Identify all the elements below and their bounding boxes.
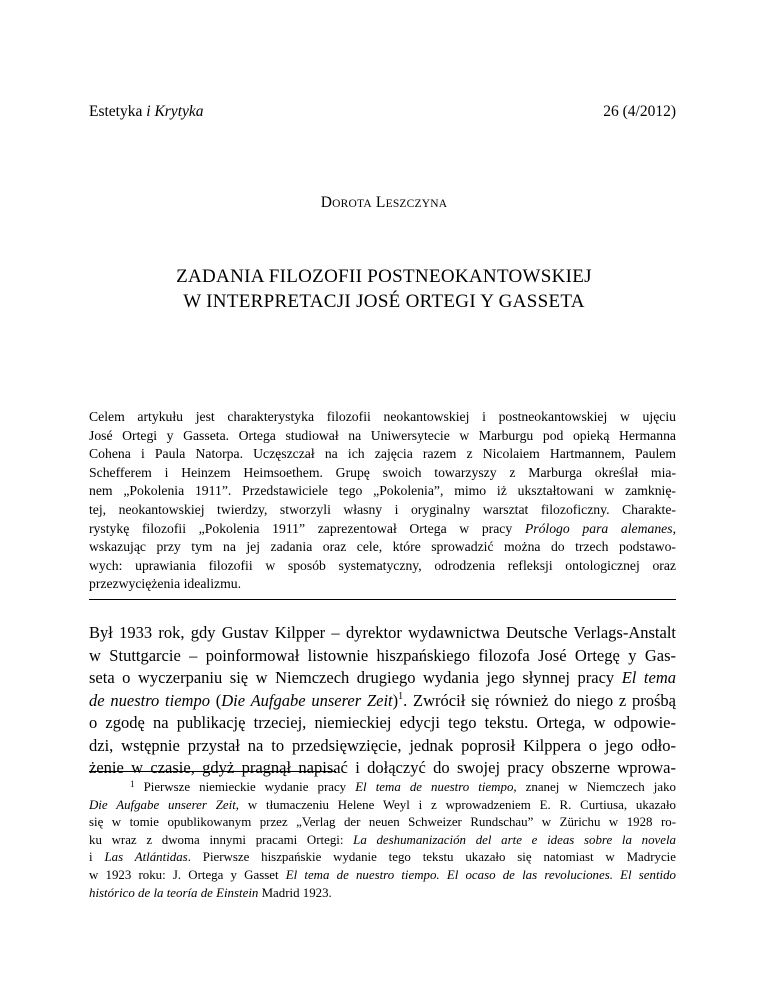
author-name: DOROTA LESZCZYNA — [320, 194, 448, 211]
abstract-line: nem „Pokolenia 1911”. Przedstawiciele tego „Pokolenia”, mimo iż ukształtowani w zamknię- — [89, 483, 676, 499]
abstract-line: Schefferem i Heinzem Heimsoethem. Grupę swoich towarzyszy z Marburga określał mia- — [89, 464, 676, 480]
body-line: seta o wyczerpaniu się w Niemczech drugiego wydania jego słynnej pracy El tema — [89, 668, 676, 687]
footnote-line: w 1923 roku: J. Ortega y Gasset El tema de nuestro tiempo. El ocaso de las revoluciones. El sentido — [89, 867, 676, 882]
body-line: Był 1933 rok, gdy Gustav Kilpper – dyrektor wydawnictwa Deutsche Verlags-Anstalt — [89, 623, 676, 642]
abstract-line: José Ortegi y Gasseta. Ortega studiował na Uniwersytecie w Marburgu pod opieką Hermanna — [89, 427, 676, 443]
footnote-line: i Las Atlántidas. Pierwsze hiszpańskie wydanie tego tekstu ukazało się natomiast w Madrycie — [89, 850, 676, 865]
body-line: żenie w czasie, gdyż pragnął napisać i dołączyć do swojej pracy obszerne wprowa- — [89, 758, 676, 777]
footnote-line: histórico de la teoría de Einstein Madrid 1923. — [89, 885, 332, 900]
abstract-line: rystykę filozofii „Pokolenia 1911” zaprezentował Ortega w pracy Prólogo para alemanes, — [89, 520, 677, 536]
abstract-line: wskazując przy tym na jej zadania oraz cele, które sprowadzić można do trzech podstawo- — [89, 539, 676, 555]
title-line: ZADANIA FILOZOFII POSTNEOKANTOWSKIEJ — [176, 266, 592, 287]
footnote-line: ku wraz z dwoma innymi pracami Ortegi: La deshumanización del arte e ideas sobre la novela — [89, 832, 676, 847]
abstract-line: tej, neokantowskiej twierdzy, stworzyli własny i oryginalny warsztat filozoficzny. Charakte- — [89, 501, 676, 517]
abstract-line: Cohena i Paula Natorpa. Uczęszczał na ich zajęcia razem z Nicolaiem Hartmannem, Paulem — [89, 446, 676, 462]
footnote-line: Die Aufgabe unserer Zeit, w tłumaczeniu Helene Weyl i z wprowadzeniem E. R. Curtiusa, ukazało — [89, 797, 676, 812]
footnote — [89, 779, 676, 902]
title-line: W INTERPRETACJI JOSÉ ORTEGI Y GASSETA — [183, 291, 585, 312]
article-title — [0, 264, 768, 314]
body-line: w Stuttgarcie – poinformował listownie hiszpańskiego filozofa José Ortegę y Gas- — [89, 645, 676, 665]
footnote-line: $^1$ Pierwsze niemieckie wydanie pracy El tema de nuestro tiempo, znanej w Niemczech jako — [130, 779, 676, 794]
section-divider — [89, 599, 676, 600]
issue-number: 26 (4/2012) — [603, 103, 676, 120]
footnote-separator — [89, 771, 336, 772]
footnote-number: 1 — [130, 779, 135, 789]
body-line: o zgodę na publikację trzeciej, niemieckiej edycji tego tekstu. Ortega, w odpowie- — [89, 713, 676, 732]
journal-name: Estetyka i Krytyka — [89, 103, 204, 120]
body-line: dzi, wstępnie przystał na to przedsięwzięcie, jednak poprosił Kilppera o jego odło- — [89, 735, 676, 755]
footnote-line: się w tomie opublikowanym przez „Verlag der neuen Schweizer Rundschau” w Zürichu w 1928 ro- — [89, 815, 676, 830]
abstract-line: przezwyciężenia idealizmu. — [89, 576, 241, 592]
abstract-line: wych: uprawiania filozofii w sposób systematyczny, odrodzenia refleksji ontologicznej oraz — [89, 557, 676, 573]
abstract — [89, 408, 676, 594]
abstract-line: Celem artykułu jest charakterystyka filozofii neokantowskiej i postneokantowskiej w ujęciu — [89, 409, 676, 424]
body-line: de nuestro tiempo (Die Aufgabe unserer Zeit)$^1$. Zwrócił się również do niego z prośbą — [89, 690, 676, 710]
footnote-reference[interactable]: 1 — [398, 690, 404, 702]
body-paragraph — [89, 622, 676, 780]
